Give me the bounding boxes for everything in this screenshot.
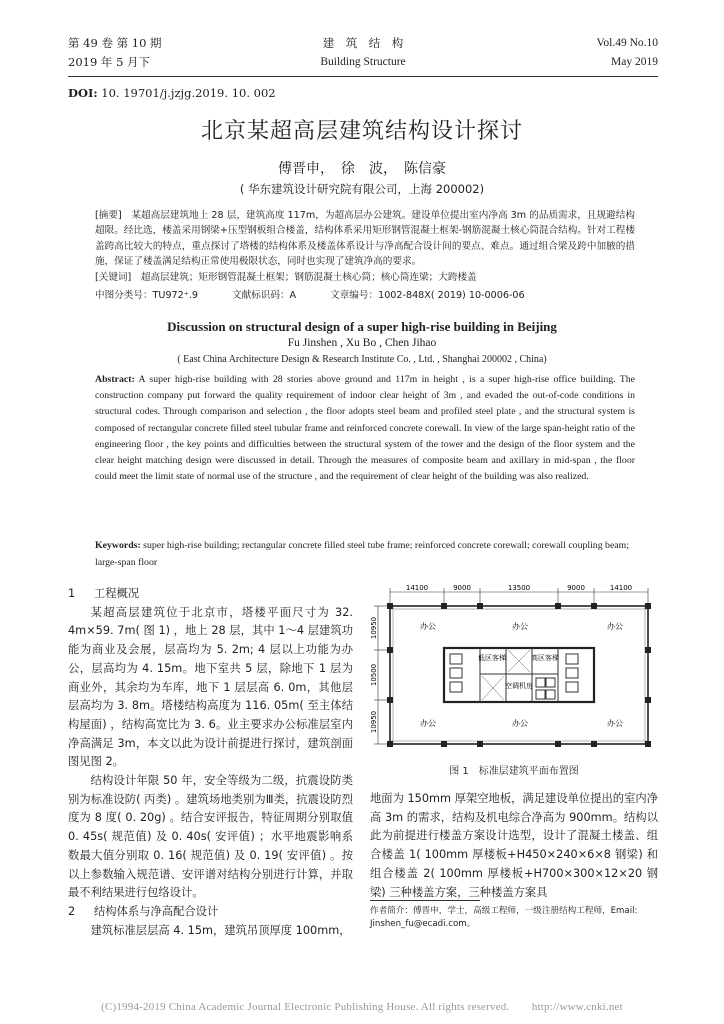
title-en: Discussion on structural design of a super high-rise building in Beijing <box>167 319 557 334</box>
dim-top-5: 14100 <box>609 584 633 592</box>
keywords-en <box>95 537 635 571</box>
doi-line <box>68 86 276 100</box>
section-1-paragraph-1: 某超高层建筑位于北京市，塔楼平面尺寸为 32. 4m×59. 7m( 图 1) ，地上 28 层，其中 1～4 层建筑功能为商业及会展，层高均为 5. 2m; 4 层以上功能为办公，层高均为 4. 15m。地下室共 5 层，除地下 1 层为商业外，其余均为车库，地下 1 层层高 6. 0m，其他层层高均为 3. 8m。塔楼结构高度为 116. 05m( 至主体结构屋面) ，结构高宽比为 3. 6。业主要求办公标准层室内净高满足 3m，本文以此为设计前提进行探讨，建筑剖面图见图 2。 <box>68 605 353 769</box>
office-label-ne: 办公 <box>607 622 623 631</box>
footnote-rule <box>370 900 480 901</box>
abstract-zh: [摘要] 某超高层建筑地上 28 层，建筑高度 117m，为超高层办公建筑。建设单位提出室内净高 3m 的品质需求，且规避结构超限。经比选，楼盖采用钢梁+压型钢板组合楼盖，结构体系采用矩形钢管混凝土框架-钢筋混凝土核心筒混合结构。针对工程楼盖跨高比较大的特点，重点探讨了塔楼的结构体系及楼盖体系设计与净高配合设计间的要点、难点。通过组合梁及跨中加腋的措施，保证了楼盖满足结构正常使用极限状态，同时也实现了建筑净高的要求。 <box>95 210 635 268</box>
header-date-zh: 2019 年 5 月下 <box>68 55 151 69</box>
figure-1-caption: 图 1 标准层建筑平面布置图 <box>449 766 579 777</box>
header-month-en: May 2019 <box>611 56 658 68</box>
dim-top-4: 9000 <box>567 584 585 592</box>
dim-top-3: 13500 <box>507 584 531 592</box>
header-rule <box>68 76 658 77</box>
figure-1-floor-plan <box>370 584 658 764</box>
section-1-title: 工程概况 <box>94 587 140 600</box>
abstract-en-label: Abstract: <box>95 374 135 385</box>
document-code: 文献标识码：A <box>231 290 297 301</box>
dim-top-2: 9000 <box>453 584 471 592</box>
office-label-sw: 办公 <box>420 719 436 728</box>
title-zh: 北京某超高层建筑结构设计探讨 <box>200 119 523 144</box>
classification-line <box>95 288 635 303</box>
core-label-ac-room: 空调机房 <box>505 682 533 690</box>
header-journal-zh: 建 筑 结 构 <box>322 36 404 50</box>
keywords-zh: [关键词] 超高层建筑；矩形钢管混凝土框架；钢筋混凝土核心筒；核心筒连梁；大跨楼盖 <box>95 272 477 283</box>
keywords-en-label: Keywords: <box>95 540 141 551</box>
affiliation-en: ( East China Architecture Design & Research Institute Co. , Ltd. , Shanghai 200002 , China) <box>177 354 547 365</box>
section-1-heading <box>68 585 353 604</box>
header-journal-en: Building Structure <box>320 56 406 68</box>
section-2-heading <box>68 903 353 922</box>
office-label-s: 办公 <box>512 719 528 728</box>
dim-left-1: 10950 <box>370 616 378 640</box>
core-label-low-elevator: 低区客梯 <box>478 654 506 662</box>
abstract-en <box>95 372 635 485</box>
abstract-en-text: A super high-rise building with 28 stories above ground and 117m in height , is a super high-rise office building. The construction company put forward the quality requirement of indoor clear height of 3m , and evaded the out-of-code conditions in structural codes. Through comparison and selection , the floor adopts steel beam and profiled steel plate , and the structural system is composed of rectangular concrete filled steel tubular frame and reinforced concrete corewall. In view of the large span-height ratio of the engineering floor , the key points and difficulties between the structural system of the tower and the design of the floor system and the clear height matching design were discussed in detail. Through the measures of composite beam and axillary in mid-span , the floor could meet the limit state of normal use of the structure , and the requirement of clear height of the building was also realized. <box>95 374 635 483</box>
authors-en: Fu Jinshen , Xu Bo , Chen Jihao <box>287 337 437 349</box>
office-label-n: 办公 <box>512 622 528 631</box>
doi-label: DOI: <box>68 86 98 100</box>
keywords-en-text: super high-rise building; rectangular concrete filled steel tube frame; reinforced concrete corewall; corewall coupling beam; large-span floor <box>95 540 629 568</box>
article-number: 文章编号：1002-848X( 2019) 10-0006-06 <box>330 290 525 301</box>
section-2-title: 结构体系与净高配合设计 <box>94 904 219 918</box>
core-wall <box>444 648 594 702</box>
body-right-column: 地面为 150mm 厚架空地板，满足建设单位提出的室内净高 3m 的需求，结构及机电综合净高为 900mm。结构以此为前提进行楼盖方案设计选型，设计了混凝土楼盖、组合楼盖 1( 100mm 厚楼板+H450×240×6×8 钢梁) 和组合楼盖 2( 100mm 厚楼板+H700×300×12×20 钢梁) 三种楼盖方案，三种楼盖方案具 <box>370 792 658 899</box>
section-2-number: 2 <box>68 904 76 918</box>
author-footnote: 作者简介：傅晋申，学士，高级工程师，一级注册结构工程师，Email: Jinshen_fu@ecadi.com。 <box>370 906 638 929</box>
office-label-nw: 办公 <box>420 622 436 631</box>
section-1-paragraph-2: 结构设计年限 50 年，安全等级为二级，抗震设防类别为标准设防( 丙类) 。建筑场地类别为Ⅲ类，抗震设防烈度为 8 度( 0. 20g) 。结合安评报告，特征周期分别取值 0. 45s( 规范值) 及 0. 40s( 安评值) ；水平地震影响系数最大值分别取 0. 16( 规范值) 及 0. 19( 安评值) 。按以上参数输入规范谱、安评谱对结构分别进行计算，并取最不利结果进行包络设计。 <box>68 774 353 900</box>
header-issue-zh: 第 49 卷 第 10 期 <box>68 36 162 50</box>
section-2-paragraph-1: 建筑标准层层高 4. 15m，建筑吊顶厚度 100mm， <box>90 923 351 937</box>
copyright-footer: (C)1994-2019 China Academic Journal Electronic Publishing House. All rights reserved. http://www.cnki.net <box>101 1001 623 1013</box>
dim-left-2: 10500 <box>370 663 378 687</box>
affiliation-zh: ( 华东建筑设计研究院有限公司，上海 200002) <box>239 182 485 196</box>
header-right <box>597 34 658 72</box>
dim-top-1: 14100 <box>405 584 429 592</box>
header-center <box>68 34 658 72</box>
section-1-number: 1 <box>68 587 76 600</box>
doi-value: 10. 19701/j.jzjg.2019. 10. 002 <box>97 86 276 100</box>
clc-number: 中图分类号：TU972⁺.9 <box>95 290 198 301</box>
running-header <box>68 34 658 74</box>
office-label-se: 办公 <box>607 719 623 728</box>
dim-left-3: 10950 <box>370 710 378 734</box>
header-vol-en: Vol.49 No.10 <box>596 37 658 49</box>
core-label-high-elevator: 高区客梯 <box>531 654 559 662</box>
body-left-column <box>68 585 353 940</box>
authors-zh: 傅晋申， 徐 波， 陈信豪 <box>278 161 446 177</box>
